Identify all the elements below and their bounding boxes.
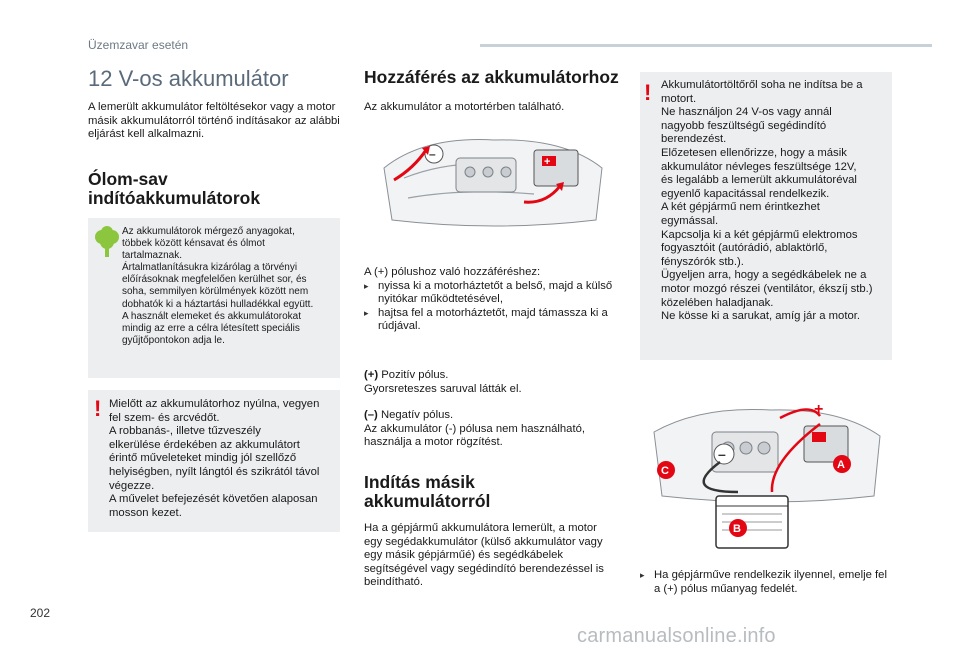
watermark: carmanualsonline.info bbox=[577, 625, 776, 647]
jump-start-warning-text: Akkumulátortöltőről soha ne indítsa be a motort. Ne használjon 24 V-os vagy annál nagyobb feszültségű segédindító berendezést. Előzetesen ellenőrizze, hogy a másik akkumulátor névleges feszültsége 12V, és legalább a lemerült akkumulátoréval egyenlő kapacitással rendelkezik. A két gépjármű nem érintkezhet egymással. Kapcsolja ki a két gépjármű elektromos fogyasztóit (autórádió, ablaktörlő, fényszórók stb.). Ügyeljen arra, hogy a segédkábelek ne a motor mozgó részei (ventilátor, ékszíj stb.) közelében haladjanak. Ne kösse ki a sarukat, amíg jár a motor. bbox=[661, 79, 873, 323]
access-heading: Hozzáférés az akkumulátorhoz bbox=[364, 67, 619, 87]
svg-text:+: + bbox=[814, 401, 824, 418]
arrow-bullet-icon: ▸ bbox=[364, 280, 369, 291]
exclamation-icon: ! bbox=[94, 396, 102, 421]
battery-warning-text: Mielőtt az akkumulátorhoz nyúlna, vegyen fel szem- és arcvédőt. A robbanás-, illetve tűzveszély elkerülése érdekében az akkumulátort érintő műveleteket mindig jól szellőző helyiségben, nyílt lángtól és szikrától távol végezze. A művelet befejezését követően alaposan mosson kezet. bbox=[109, 398, 320, 519]
jump-start-warning bbox=[640, 72, 892, 360]
intro-text: A lemerült akkumulátor feltöltésekor vagy a motor másik akkumulátorról történő indításakor az alábbi eljárást kell alkalmazni. bbox=[88, 101, 340, 141]
lift-cover-step bbox=[640, 569, 892, 596]
exclamation-icon: ! bbox=[644, 80, 652, 105]
eco-text: Az akkumulátorok mérgező anyagokat, többek között kénsavat és ólmot tartalmaznak. Ártalmatlanításukra kizárólag a törvényi előírásoknak megfelelően kerülhet sor, és soha, semmilyen körülmények között nem dobhatók ki a háztartási hulladékkal együtt. A használt elemeket és akkumulátorokat mindig az erre a célra létesített speciális gyűjtőpontokon adja le. bbox=[122, 226, 314, 346]
negative-terminal-note: (–) Negatív pólus. Az akkumulátor (-) pólusa nem használható, használja a motor rögzítést. bbox=[364, 409, 586, 449]
battery-warning bbox=[88, 390, 340, 532]
access-intro: Az akkumulátor a motortérben található. bbox=[364, 101, 565, 113]
svg-text:C: C bbox=[661, 465, 669, 477]
list-item: ▸ nyissa ki a motorháztetőt a belső, majd a külső nyitókar működtetésével, bbox=[364, 279, 613, 306]
tree-icon bbox=[94, 226, 120, 258]
eco-notice bbox=[88, 218, 340, 378]
positive-terminal-note: (+) Pozitív pólus. Gyorsreteszes saruval látták el. bbox=[364, 369, 522, 395]
page-title: 12 V-os akkumulátor bbox=[88, 66, 289, 91]
jump-start-heading: Indítás másik akkumulátorról bbox=[364, 472, 491, 511]
header-rule bbox=[480, 44, 932, 47]
arrow-bullet-icon: ▸ bbox=[640, 570, 645, 580]
jump-start-text: Ha a gépjármű akkumulátora lemerült, a motor egy segédakkumulátor (külső akkumulátor vagy egy másik gépjárműé) és segédkábelek segítségével vagy segédindító berendezéssel is beindítható. bbox=[364, 522, 604, 589]
arrow-bullet-icon: ▸ bbox=[364, 307, 369, 318]
list-item: ▸ hajtsa fel a motorháztetőt, majd támassza ki a rúdjával. bbox=[364, 306, 608, 333]
section-title: Üzemzavar esetén bbox=[88, 38, 189, 52]
list-item: ▸ Ha gépjárműve rendelkezik ilyennel, emelje fel a (+) pólus műanyag fedelét. bbox=[640, 569, 887, 595]
svg-text:–: – bbox=[718, 446, 726, 462]
svg-text:+: + bbox=[544, 156, 551, 168]
lead-heading: Ólom-sav indítóakkumulátorok bbox=[88, 169, 261, 208]
jump-start-illustration bbox=[640, 392, 892, 560]
svg-text:A: A bbox=[837, 459, 845, 471]
access-steps: A (+) pólushoz való hozzáféréshez: ▸ nyissa ki a motorháztetőt a belső, majd a külső nyitókar működtetésével, ▸ hajtsa fel a motorháztetőt, majd támassza ki a rúdjával. bbox=[364, 266, 616, 334]
svg-text:–: – bbox=[429, 147, 436, 161]
svg-text:B: B bbox=[733, 523, 741, 535]
engine-battery-illustration bbox=[364, 128, 614, 236]
page-number: 202 bbox=[30, 606, 51, 620]
